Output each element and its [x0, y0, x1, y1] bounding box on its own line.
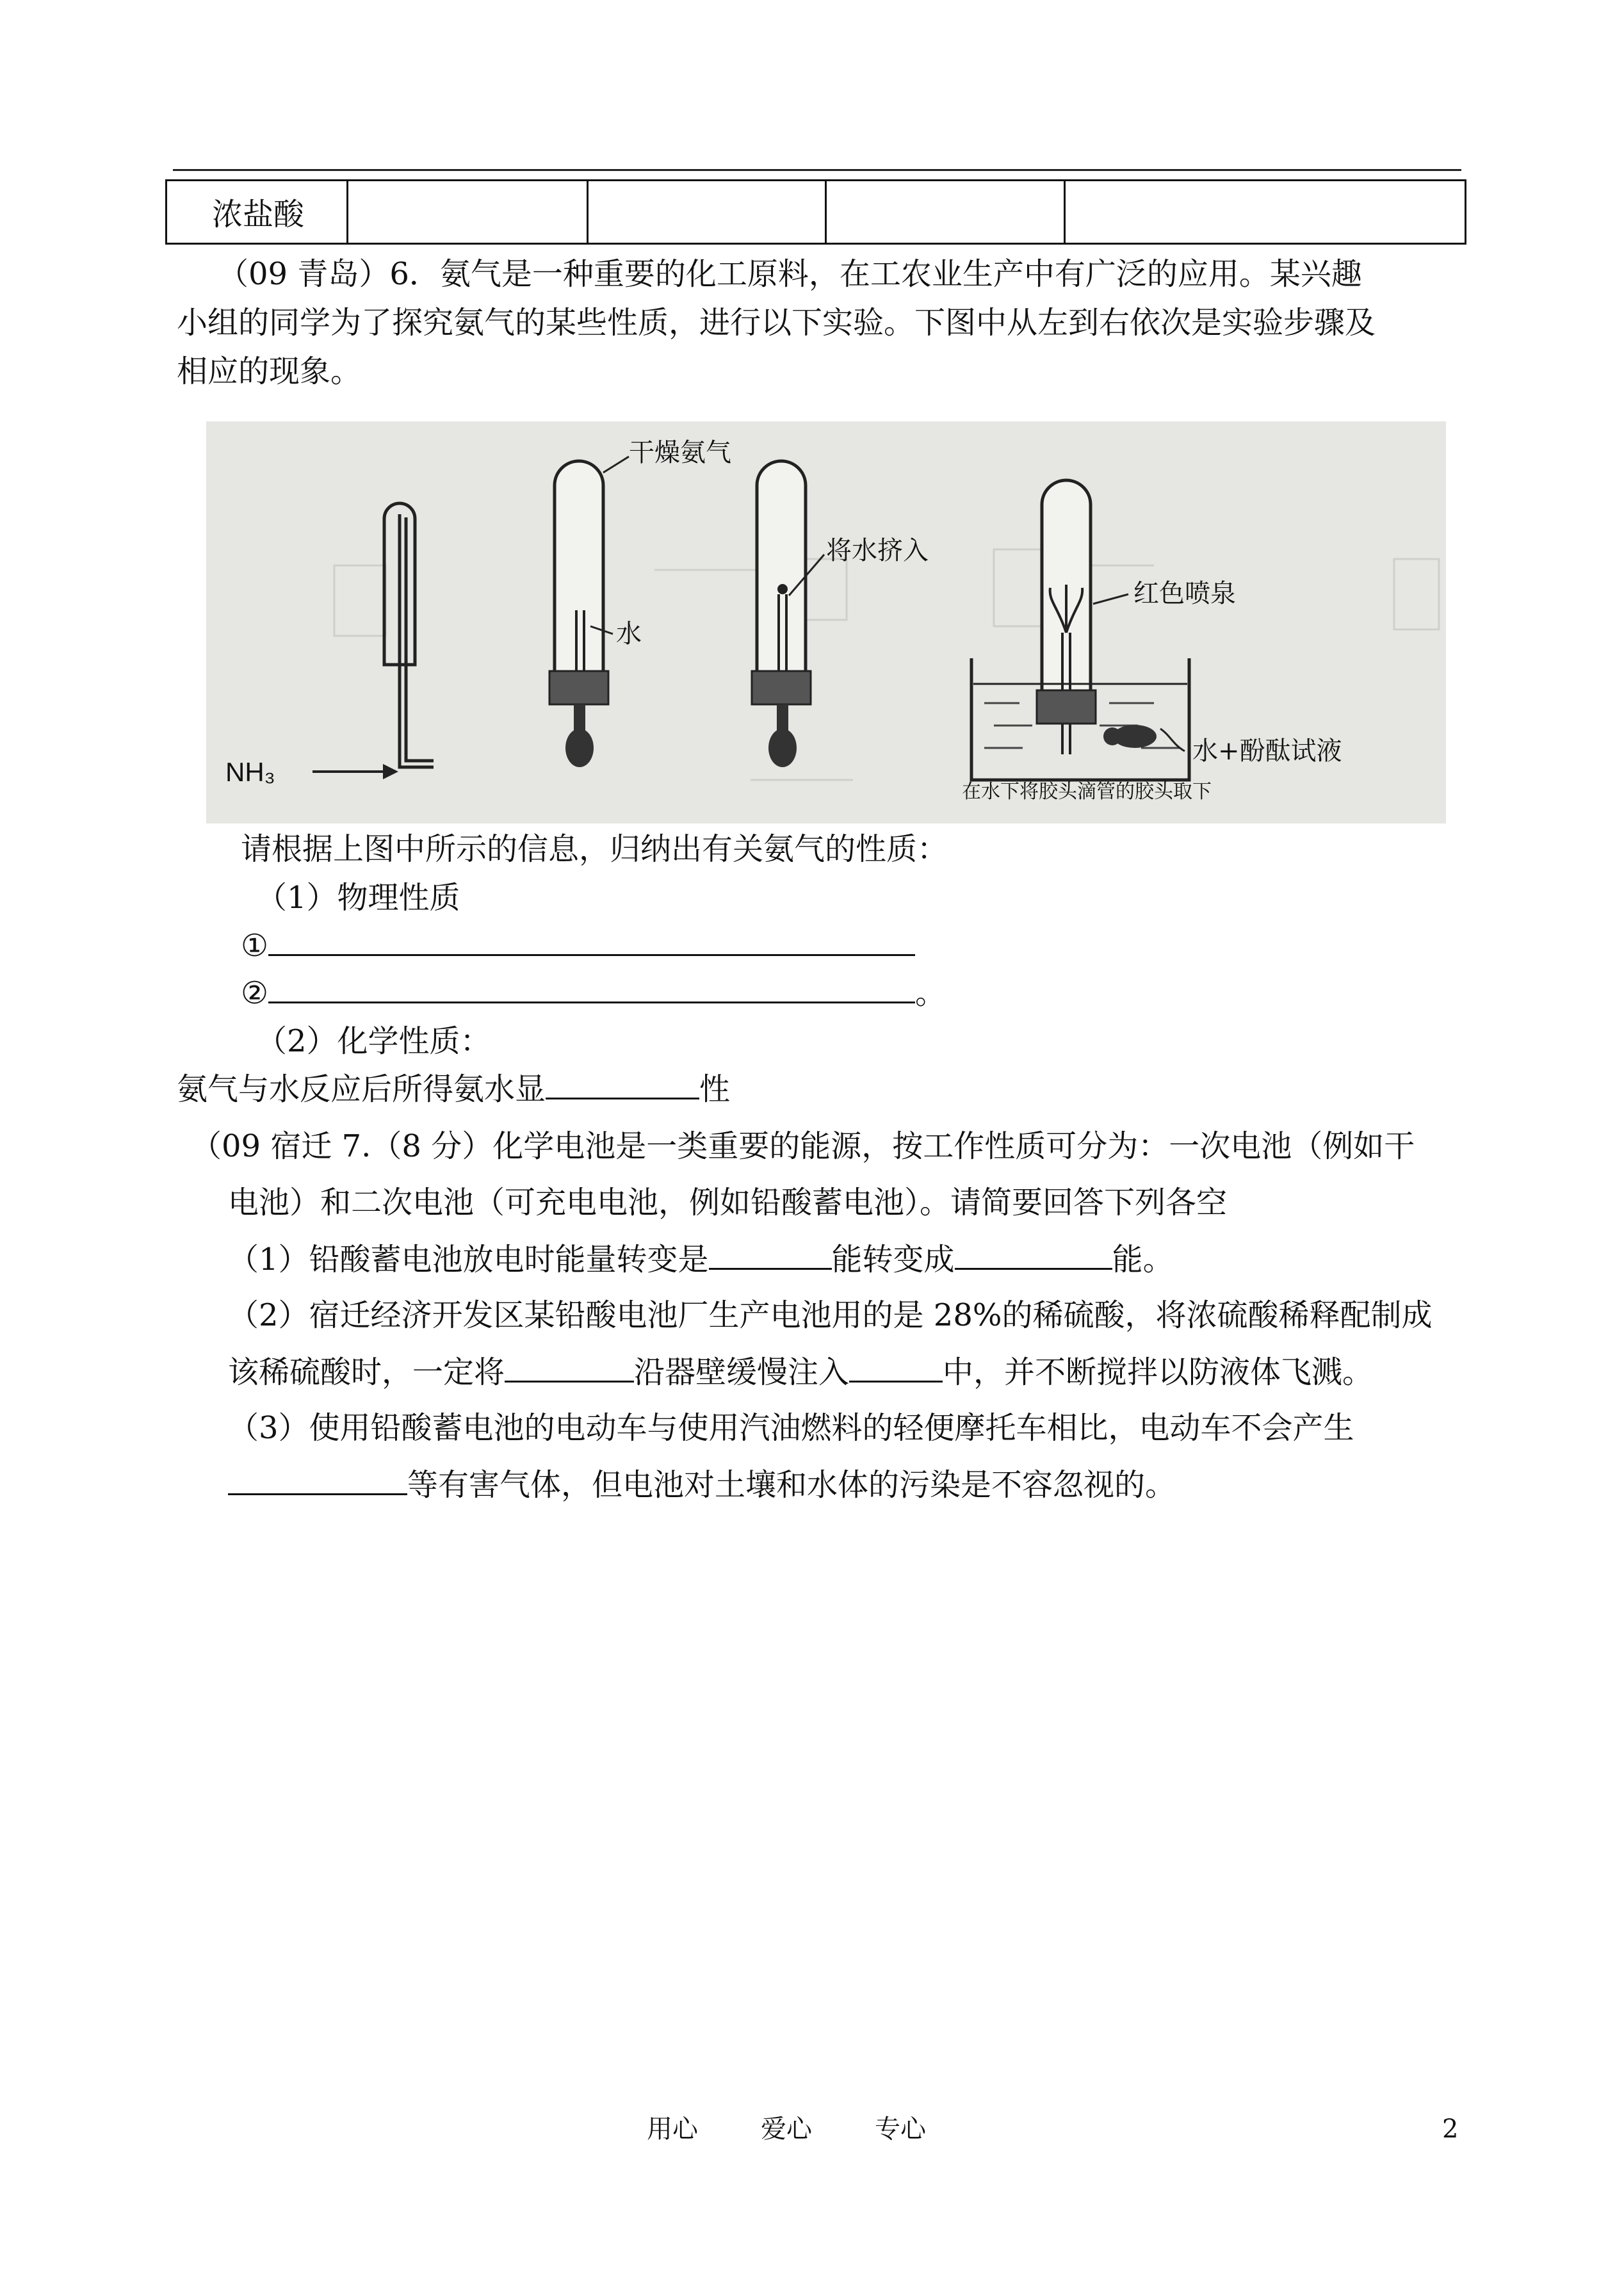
- label-nh3: NH₃: [225, 757, 275, 787]
- label-squeeze-water: 将水挤入: [826, 536, 929, 565]
- s1-post-text: 能。: [1112, 1242, 1174, 1277]
- label-dry-ammonia: 干燥氨气: [629, 438, 731, 467]
- tube-dry-ammonia: [549, 438, 731, 767]
- answer-blank-physical-2[interactable]: [268, 973, 915, 1003]
- q7-sub3-line2: [228, 1465, 1176, 1504]
- tube-collecting-ammonia: [384, 503, 434, 767]
- q7-sub2-line2: [228, 1352, 1373, 1391]
- q7-sub3-line1: （3）使用铅酸蓄电池的电动车与使用汽油燃料的轻便摩托车相比，电动车不会产生: [228, 1410, 1354, 1446]
- experiment-diagram: [206, 421, 1446, 823]
- item2-marker: ②: [241, 975, 269, 1011]
- label-red-fountain: 红色喷泉: [1133, 579, 1236, 608]
- page-number: 2: [1442, 2114, 1459, 2144]
- table-row-label: 浓盐酸: [212, 197, 305, 232]
- table-cell-empty: [348, 181, 589, 243]
- label-water-phenolphthalein: 水+酚酞试液: [1192, 736, 1342, 766]
- answer-blank-pour-what[interactable]: [505, 1352, 634, 1383]
- label-remove-bulb: 在水下将胶头滴管的胶头取下: [962, 781, 1212, 803]
- footer-motto-1: 用心: [647, 2114, 698, 2144]
- s1-pre-text: （1）铅酸蓄电池放电时能量转变是: [228, 1242, 709, 1277]
- q6-physical-item1: [241, 926, 915, 965]
- table-cell-empty: [589, 181, 827, 243]
- answer-blank-energy-from[interactable]: [709, 1240, 832, 1270]
- s2-post-text: 中，并不断搅拌以防液体飞溅。: [943, 1354, 1374, 1390]
- s2-pre-text: 该稀硫酸时，一定将: [228, 1354, 505, 1390]
- q6-intro-line1: （09 青岛）6．氨气是一种重要的化工原料，在工农业生产中有广泛的应用。某兴趣: [218, 256, 1362, 292]
- s2-mid-text: 沿器壁缓慢注入: [634, 1354, 850, 1390]
- ammonia-experiment-figure: [206, 421, 1446, 823]
- q6-prompt: 请根据上图中所示的信息，归纳出有关氨气的性质：: [241, 831, 948, 867]
- tube-squeeze-water: [752, 461, 929, 767]
- q6-chemical-line: [177, 1069, 730, 1108]
- q7-intro-line2: 电池）和二次电池（可充电电池，例如铅酸蓄电池）。请简要回答下列各空: [228, 1185, 1228, 1220]
- footer-motto-3: 专心: [875, 2114, 926, 2144]
- q6-physical-title: （1）物理性质: [256, 880, 460, 916]
- item2-end-mark: 。: [915, 975, 946, 1011]
- answer-blank-harmful-gas[interactable]: [228, 1465, 407, 1495]
- q7-sub2-line1: （2）宿迁经济开发区某铅酸电池厂生产电池用的是 28%的稀硫酸，将浓硫酸稀释配制成: [228, 1297, 1433, 1333]
- q6-chemical-title: （2）化学性质：: [256, 1023, 491, 1059]
- q6-intro-line3: 相应的现象。: [177, 353, 362, 389]
- header-rule: [173, 169, 1461, 171]
- fountain-apparatus: [962, 480, 1342, 803]
- answer-table-row: [165, 179, 1466, 245]
- q6-intro-line2: 小组的同学为了探究氨气的某些性质，进行以下实验。下图中从左到右依次是实验步骤及: [177, 305, 1376, 341]
- q6-physical-item2: [241, 973, 946, 1012]
- chemical-pre-text: 氨气与水反应后所得氨水显: [177, 1071, 546, 1107]
- answer-blank-alkalinity[interactable]: [546, 1069, 699, 1099]
- q7-sub1: [228, 1240, 1174, 1279]
- chemical-post-text: 性: [699, 1071, 731, 1107]
- answer-blank-pour-into[interactable]: [849, 1352, 943, 1383]
- answer-blank-energy-to[interactable]: [955, 1240, 1112, 1270]
- table-cell-empty: [827, 181, 1066, 243]
- footer-motto-2: 爱心: [761, 2114, 812, 2144]
- label-water: 水: [616, 619, 642, 649]
- s3-post-text: 等有害气体，但电池对土壤和水体的污染是不容忽视的。: [407, 1467, 1176, 1503]
- item1-marker: ①: [241, 928, 269, 964]
- table-cell-label: [167, 181, 348, 243]
- s1-mid-text: 能转变成: [831, 1242, 955, 1277]
- answer-blank-physical-1[interactable]: [268, 926, 915, 956]
- nh3-arrow: [225, 757, 398, 787]
- q7-intro-line1: （09 宿迁 7.（8 分）化学电池是一类重要的能源，按工作性质可分为：一次电池（例如干: [191, 1128, 1415, 1164]
